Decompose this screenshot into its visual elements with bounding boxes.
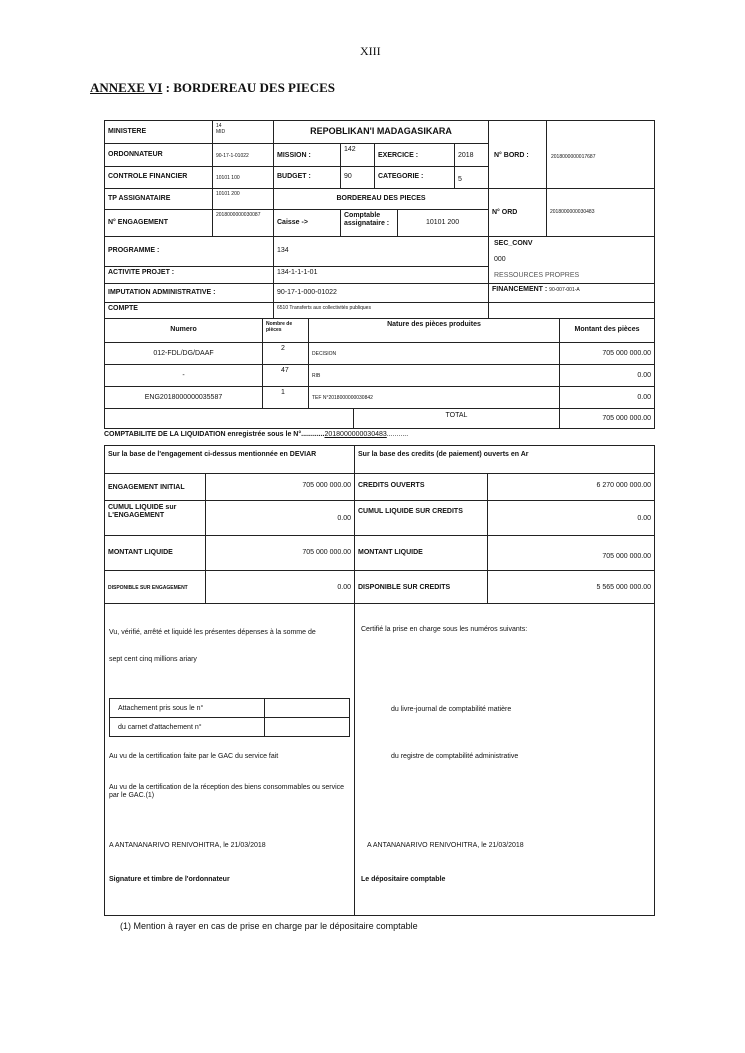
piece-nature: RIB (308, 364, 560, 387)
ordonnateur-value: 90-17-1-01022 (212, 143, 274, 167)
activite-value: 134-1-1-1-01 (273, 266, 489, 284)
republic-title: REPOBLIKAN'I MADAGASIKARA (273, 120, 489, 144)
activite-label: ACTIVITE PROJET : (104, 266, 274, 284)
sign-right: Le dépositaire comptable (361, 876, 446, 883)
total-label: TOTAL (353, 408, 560, 429)
col-montant: Montant des pièces (559, 318, 655, 343)
gac2-text: Au vu de la certification de la réception des biens consommables ou service par le GAC.(1) (109, 784, 345, 800)
liq-l-value: 0.00 (205, 500, 355, 536)
sec-conv-value: 000 (494, 256, 506, 263)
liq-r-label: CUMUL LIQUIDE SUR CREDITS (354, 500, 488, 536)
budget-label: BUDGET : (273, 166, 341, 189)
liq-l-label: CUMUL LIQUIDE sur L'ENGAGEMENT (104, 500, 206, 536)
total-blank (104, 408, 354, 429)
caisse-label: Caisse -> (273, 209, 341, 237)
carnet-label: du carnet d'attachement n° (109, 717, 265, 737)
lieu-left: A ANTANANARIVO RENIVOHITRA, le 21/03/2018 (109, 842, 266, 849)
attachement-label: Attachement pris sous le n° (109, 698, 265, 718)
left-header: Sur la base de l'engagement ci-dessus mentionnée en DEVIAR (104, 445, 355, 474)
nord-value: 2018000000030483 (546, 188, 655, 237)
somme-text: sept cent cinq millions ariary (109, 656, 197, 663)
mission-label: MISSION : (273, 143, 341, 167)
empty-cell (488, 302, 655, 319)
piece-nature: TEF N°2018000000030842 (308, 386, 560, 409)
ministere-label: MINISTERE (104, 120, 213, 144)
budget-value: 90 (340, 166, 375, 189)
liq-r-label: MONTANT LIQUIDE (354, 535, 488, 571)
lieu-right: A ANTANANARIVO RENIVOHITRA, le 21/03/2018 (367, 842, 524, 849)
neng-value: 2018000000030087 (212, 209, 274, 237)
liq-r-value: 6 270 000 000.00 (487, 473, 655, 501)
piece-nature: DECISION (308, 342, 560, 365)
programme-label: PROGRAMME : (104, 236, 274, 267)
programme-value: 134 (273, 236, 489, 267)
financement-label: FINANCEMENT : (492, 286, 548, 293)
ministere-value: 14 MID (212, 120, 274, 144)
tp-value: 10101 200 (212, 188, 274, 210)
gac1-text: Au vu de la certification faite par le GAC du service fait (109, 753, 279, 760)
liq-r-label: DISPONIBLE SUR CREDITS (354, 570, 488, 604)
nord-label: N° ORD (488, 188, 547, 237)
liq-r-value: 0.00 (487, 500, 655, 536)
liq-r-label: CREDITS OUVERTS (354, 473, 488, 501)
piece-numero: ENG2018000000035587 (104, 386, 263, 409)
comptabilite-tail: ........... (386, 431, 409, 438)
neng-label: N° ENGAGEMENT (104, 209, 213, 237)
piece-nombre: 47 (262, 364, 309, 387)
liq-r-value: 705 000 000.00 (487, 535, 655, 571)
cf-label: CONTROLE FINANCIER (104, 166, 213, 189)
col-nature: Nature des pièces produites (308, 318, 560, 343)
piece-numero: - (104, 364, 263, 387)
footnote: (1) Mention à rayer en cas de prise en charge par le dépositaire comptable (120, 921, 418, 931)
liq-l-value: 705 000 000.00 (205, 473, 355, 501)
piece-montant: 705 000 000.00 (559, 342, 655, 365)
tp-label: TP ASSIGNATAIRE (104, 188, 213, 210)
total-value: 705 000 000.00 (559, 408, 655, 429)
livre-text: du livre-journal de comptabilité matière (391, 706, 512, 713)
compte-label: COMPTE (104, 302, 274, 319)
financement-cell (488, 283, 655, 303)
bordereau-title: BORDEREAU DES PIECES (273, 188, 489, 210)
annex-title: : BORDEREAU DES PIECES (162, 80, 336, 95)
nbord-label: N° BORD : (494, 152, 529, 159)
liq-l-value: 705 000 000.00 (205, 535, 355, 571)
ordonnateur-label: ORDONNATEUR (104, 143, 213, 167)
nbord-value: 2018000000017687 (551, 154, 596, 160)
certifie-text: Certifié la prise en charge sous les numéros suivants: (361, 626, 528, 633)
carnet-field[interactable] (264, 717, 350, 737)
mission-value: 142 (340, 143, 375, 167)
compte-value: 6510 Transferts aux collectivités publiques (273, 302, 489, 319)
exercice-value: 2018 (454, 143, 489, 167)
vu-text: Vu, vérifié, arrêté et liquidé les présentes dépenses à la somme de (109, 629, 316, 636)
piece-montant: 0.00 (559, 386, 655, 409)
registre-text: du registre de comptabilité administrative (391, 753, 519, 760)
exercice-label: EXERCICE : (374, 143, 455, 167)
comptabilite-line (104, 431, 408, 439)
comptabilite-value: 2018000000030483 (324, 431, 387, 438)
annex-label: ANNEXE VI (90, 80, 163, 95)
comptabilite-label: COMPTABILITE DE LA LIQUIDATION (104, 431, 226, 438)
ressources: RESSOURCES PROPRES (494, 272, 580, 279)
page-number: XIII (360, 44, 381, 58)
comptabilite-text: enregistrée sous le N°............ (225, 431, 325, 438)
page-heading (90, 80, 335, 96)
attachement-field[interactable] (264, 698, 350, 718)
piece-numero: 012-FDL/DG/DAAF (104, 342, 263, 365)
imputation-value: 90-17-1-000-01022 (273, 283, 489, 303)
sec-conv-label: SEC_CONV (494, 240, 533, 247)
liq-l-label: DISPONIBLE SUR ENGAGEMENT (104, 570, 206, 604)
financement-value: 90-007-001-A (549, 287, 580, 293)
categorie-value: 5 (454, 166, 489, 189)
cf-value: 10101 100 (212, 166, 274, 189)
liq-l-label: ENGAGEMENT INITIAL (104, 473, 206, 501)
col-numero: Numero (104, 318, 263, 343)
comptable-value: 10101 200 (397, 209, 489, 237)
piece-nombre: 2 (262, 342, 309, 365)
liq-l-value: 0.00 (205, 570, 355, 604)
piece-montant: 0.00 (559, 364, 655, 387)
right-header: Sur la base des credits (de paiement) ouverts en Ar (354, 445, 655, 474)
comptable-label: Comptable assignataire : (340, 209, 398, 237)
piece-nombre: 1 (262, 386, 309, 409)
liq-l-label: MONTANT LIQUIDE (104, 535, 206, 571)
col-nombre: Nombre de pièces (262, 318, 309, 343)
imputation-label: IMPUTATION ADMINISTRATIVE : (104, 283, 274, 303)
liq-r-value: 5 565 000 000.00 (487, 570, 655, 604)
categorie-label: CATEGORIE : (374, 166, 455, 189)
sign-left: Signature et timbre de l'ordonnateur (109, 876, 230, 883)
